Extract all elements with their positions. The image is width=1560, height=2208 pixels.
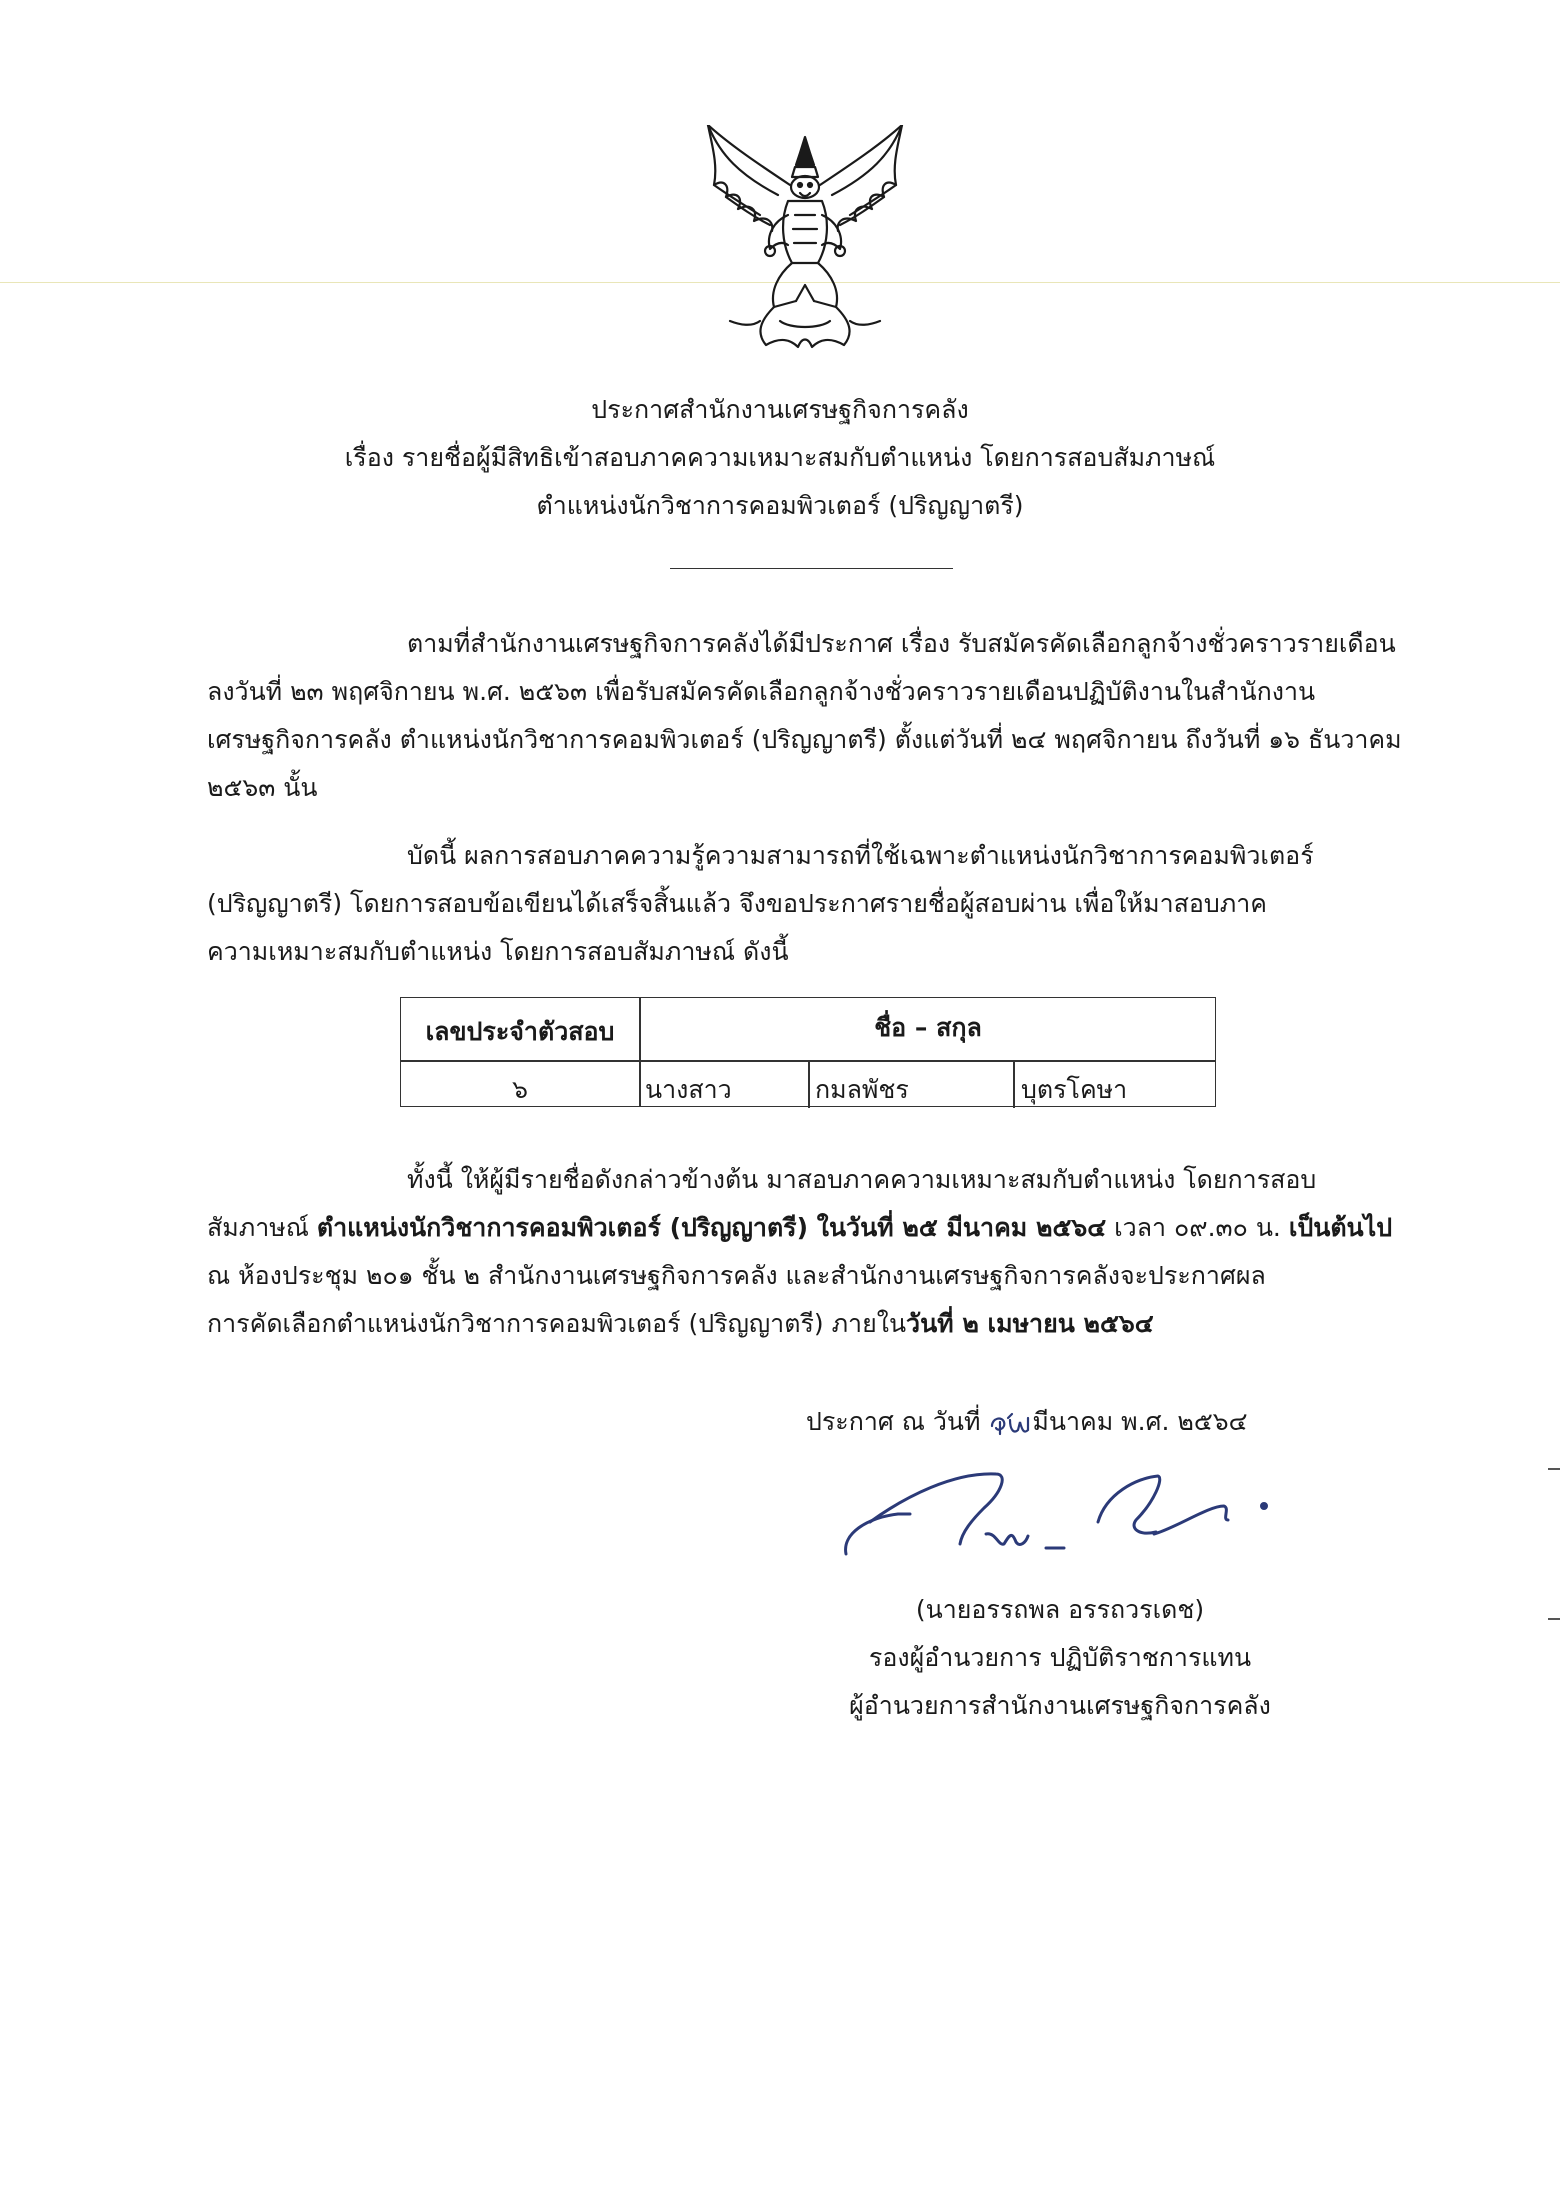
- announcement-position: ตำแหน่งนักวิชาการคอมพิวเตอร์ (ปริญญาตรี): [536, 491, 1024, 520]
- paragraph-interview-details: [207, 1156, 1405, 1348]
- paragraph-line: ลงวันที่ ๒๓ พฤศจิกายน พ.ศ. ๒๕๖๓ เพื่อรับสมัครคัดเลือกลูกจ้างชั่วคราวรายเดือนปฏิบัติงานในสำนักงาน: [207, 677, 1316, 706]
- paragraph-line: (ปริญญาตรี) โดยการสอบข้อเขียนได้เสร็จสิ้นแล้ว จึงขอประกาศรายชื่อผู้สอบผ่าน เพื่อให้มาสอบภาค: [207, 889, 1268, 918]
- paragraph-line: ตามที่สำนักงานเศรษฐกิจการคลังได้มีประกาศ เรื่อง รับสมัครคัดเลือกลูกจ้างชั่วคราวรายเดือน: [407, 629, 1396, 658]
- paragraph-line: ทั้งนี้ ให้ผู้มีรายชื่อดังกล่าวข้างต้น มาสอบภาคความเหมาะสมกับตำแหน่ง โดยการสอบ: [407, 1165, 1317, 1194]
- table-header-exam-id: เลขประจำตัวสอบ: [425, 1017, 615, 1046]
- scan-edge-mark: [1548, 1618, 1560, 1620]
- table-cell-last-name: บุตรโคษา: [1021, 1075, 1128, 1104]
- garuda-emblem-icon: [700, 125, 910, 350]
- date-suffix: มีนาคม พ.ศ. ๒๕๖๔: [1032, 1407, 1248, 1436]
- paragraph-line: [207, 1204, 1405, 1252]
- table-header-full-name: ชื่อ – สกุล: [874, 1013, 982, 1042]
- text-run-bold: เป็นต้นไป: [1288, 1213, 1393, 1242]
- paragraph-line: ๒๕๖๓ นั้น: [207, 773, 318, 802]
- candidate-table: [400, 997, 1216, 1107]
- paragraph-line: [207, 1300, 1405, 1348]
- table-cell-exam-id: ๖: [512, 1075, 528, 1104]
- table-cell-first-name: กมลพัชร: [815, 1075, 909, 1104]
- text-run-bold: วันที่ ๒ เมษายน ๒๕๖๔: [906, 1309, 1154, 1338]
- paragraph-line: ณ ห้องประชุม ๒๐๑ ชั้น ๒ สำนักงานเศรษฐกิจการคลัง และสำนักงานเศรษฐกิจการคลังจะประกาศผล: [207, 1261, 1266, 1290]
- date-prefix: ประกาศ ณ วันที่: [806, 1407, 981, 1436]
- announcement-agency: ประกาศสำนักงานเศรษฐกิจการคลัง: [591, 395, 969, 424]
- text-run: เวลา ๐๙.๓๐ น.: [1106, 1213, 1289, 1242]
- paragraph-line: เศรษฐกิจการคลัง ตำแหน่งนักวิชาการคอมพิวเตอร์ (ปริญญาตรี) ตั้งแต่วันที่ ๒๔ พฤศจิกายน ถึงวันที่ ๑๖ ธันวาคม: [207, 725, 1402, 754]
- signatory-position: รองผู้อำนวยการ ปฏิบัติราชการแทน: [868, 1643, 1252, 1672]
- handwritten-day-number: [988, 1408, 1032, 1438]
- signature-image: [836, 1462, 1296, 1592]
- signatory-name: (นายอรรถพล อรรถวรเดช): [915, 1595, 1205, 1624]
- heading-divider: [670, 568, 953, 569]
- paragraph-background: [207, 620, 1405, 812]
- text-run: การคัดเลือกตำแหน่งนักวิชาการคอมพิวเตอร์ (ปริญญาตรี) ภายใน: [207, 1309, 907, 1338]
- text-run: สัมภาษณ์: [207, 1213, 317, 1242]
- signatory-position: ผู้อำนวยการสำนักงานเศรษฐกิจการคลัง: [849, 1691, 1271, 1720]
- paragraph-result: [207, 832, 1405, 976]
- table-cell-title: นางสาว: [645, 1075, 732, 1104]
- table-divider: [808, 1060, 810, 1108]
- text-run-bold: ตำแหน่งนักวิชาการคอมพิวเตอร์ (ปริญญาตรี) ในวันที่ ๒๕ มีนาคม ๒๕๖๔: [316, 1213, 1107, 1242]
- paragraph-line: บัดนี้ ผลการสอบภาคความรู้ความสามารถที่ใช้เฉพาะตำแหน่งนักวิชาการคอมพิวเตอร์: [407, 841, 1314, 870]
- announcement-date: [806, 1402, 1248, 1442]
- table-divider: [1013, 1060, 1015, 1108]
- scan-edge-mark: [1548, 1468, 1560, 1470]
- announcement-subject: เรื่อง รายชื่อผู้มีสิทธิเข้าสอบภาคความเหมาะสมกับตำแหน่ง โดยการสอบสัมภาษณ์: [344, 443, 1216, 472]
- paragraph-line: ความเหมาะสมกับตำแหน่ง โดยการสอบสัมภาษณ์ ดังนี้: [207, 937, 789, 966]
